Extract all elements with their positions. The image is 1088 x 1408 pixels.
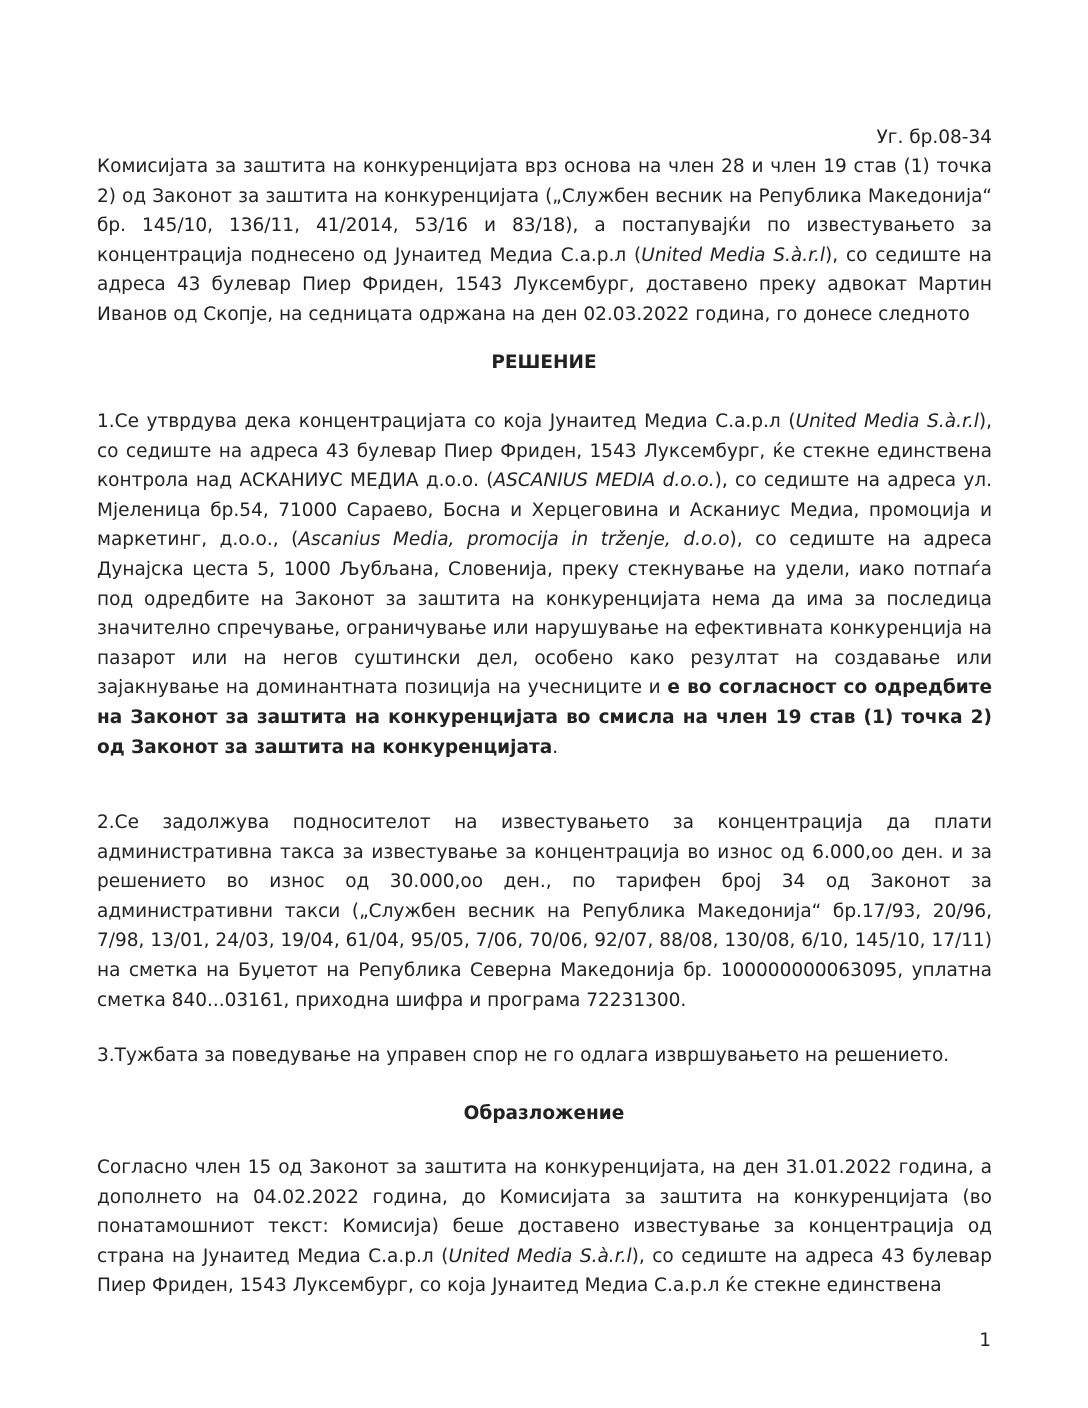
page-number: 1: [979, 1330, 991, 1351]
item1-target2-en: Ascanius Media, promocija in trženje, d.o.o: [298, 529, 730, 551]
reasoning-text-2: ), со седиште на адреса 43 булевар Пиер Фриден, 1543 Луксембург, со која Јунаитед Медиа С.а.р.л ќе стекне единствена: [97, 1245, 993, 1297]
reasoning-text-1: Согласно член 15 од Законот за заштита на конкуренцијата, на ден 31.01.2022 година, а дополнето на 04.02.2022 година, до Комисијата за заштита на конкуренцијата (во понатамошниот текст: Комисија) беше доставено известување за концентрација од страна на Јунаитед Медиа С.а.р.л (: [97, 1157, 992, 1267]
reasoning-heading: Образложение: [463, 1103, 625, 1124]
decision-heading: РЕШЕНИЕ: [491, 352, 597, 373]
reasoning-paragraph: [97, 1153, 992, 1301]
item1-text-1: 1.Се утврдува дека концентрацијата со која Јунаитед Медиа С.а.р.л (: [97, 411, 796, 432]
item1-text-3: ), со седиште на адреса ул. Мјеленица бр.54, 71000 Сараево, Босна и Херцеговина и Асканиус Медиа, промоција и маркетинг, д.о.о., (: [97, 470, 992, 551]
intro-text-2: ), со седиште на адреса 43 булевар Пиер Фриден, 1543 Луксембург, доставено преку адвокат Мартин Иванов од Скопје, на седницата одржана на ден 02.03.2022 година, го донесе следното: [97, 244, 992, 325]
reasoning-company-en: United Media S.à.r.l: [448, 1245, 632, 1267]
decision-item-3: 3.Тужбата за поведување на управен спор не го одлага извршувањето на решението.: [97, 1045, 950, 1066]
item1-company-en: United Media S.à.r.l: [795, 411, 979, 432]
decision-item-1: [97, 407, 992, 762]
item1-target1-en: ASCANIUS MEDIA d.o.o.: [493, 470, 715, 492]
item1-bold-conclusion: е во согласност со одредбите на Законот за заштита на конкуренцијата во смисла на член 19 став (1) точка 2) од Законот за заштита на конкуренцијата: [97, 677, 992, 758]
intro-paragraph: [97, 152, 992, 330]
decision-item-2: 2.Се задолжува подносителот на известувањето за концентрација да плати административна такса за известување за концентрација во износ од 6.000,оо ден. и за решението во износ од 30.000,оо ден., по тарифен број 34 од Законот за административни такси („Службен весник на Република Македонија“ бр.17/93, 20/96, 7/98, 13/01, 24/03, 19/04, 61/04, 95/05, 7/06, 70/06, 92/07, 88/08, 130/08, 6/10, 145/10, 17/11) на сметка на Буџетот на Република Северна Македонија бр. 100000000063095, уплатна сметка 840...03161, приходна шифра и програма 72231300.: [97, 812, 992, 1011]
item1-text-2: ), со седиште на адреса 43 булевар Пиер Фриден, 1543 Луксембург, ќе стекне единствена контрола над АСКАНИУС МЕДИА д.о.о. (: [97, 411, 992, 492]
item1-text-4: ), со седиште на адреса Дунајска цеста 5, 1000 Љубљана, Словенија, преку стекнување на удели, иако потпаѓа под одредбите на Законот за заштита на конкуренцијата нема да има за последица значително спречување, ограничување или нарушување на ефективната конкуренција на пазарот или на негов суштински дел, особено како резултат на создавање или зајакнување на доминантната позиција на учесниците и: [97, 529, 992, 699]
reference-number: Уг. бр.08-34: [876, 127, 992, 148]
intro-text-1: Комисијата за заштита на конкуренцијата врз основа на член 28 и член 19 став (1) точка 2) од Законот за заштита на конкуренцијата („Службен весник на Република Македонија“ бр. 145/10, 136/11, 41/2014, 53/16 и 83/18), а постапувајќи по известувањето за концентрација поднесено од Јунаитед Медиа С.а.р.л (: [97, 156, 992, 266]
item1-end: .: [552, 736, 559, 758]
intro-company-en: United Media S.à.r.l: [641, 244, 826, 266]
